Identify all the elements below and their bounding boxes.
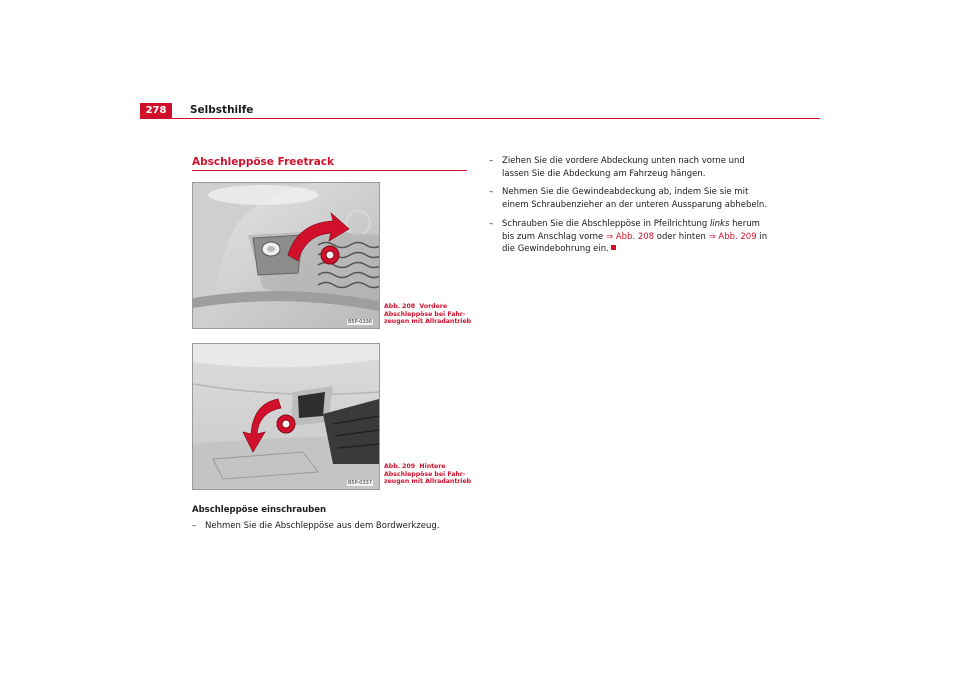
step-text: Ziehen Sie die vordere Abdeckung unten nach vorne und lassen Sie die Abdeckung am Fahrzeug hängen. — [502, 156, 745, 179]
step-text-part: Schrauben Sie die Abschleppöse in Pfeilrichtung — [502, 219, 710, 229]
step-dash: – — [192, 521, 197, 531]
caption-text: Vordere Abschleppöse bei Fahr-zeugen mit Allradantrieb — [384, 303, 472, 326]
running-title: Selbsthilfe — [190, 104, 254, 116]
page-header — [140, 103, 820, 119]
front-bumper-illustration — [193, 183, 379, 328]
caption-text: Hintere Abschleppöse bei Fahr-zeugen mit Allradantrieb — [384, 463, 472, 486]
step-text-part: in die Gewindebohrung ein. — [502, 231, 768, 254]
step-item — [489, 186, 769, 211]
figure-front-tow-eye — [192, 182, 380, 329]
subsection-heading: Abschleppöse einschrauben — [192, 505, 327, 515]
step-dash: – — [489, 219, 494, 229]
step-dash: – — [489, 156, 494, 166]
step-text: Nehmen Sie die Gewindeabdeckung ab, indem Sie sie mit einem Schraubenzieher an der unteren Aussparung abhebeln. — [502, 187, 768, 210]
figure-208-link[interactable]: ⇒ Abb. 208 — [605, 231, 655, 242]
step-emphasis: links — [709, 219, 730, 229]
caption-number: Abb. 209 — [384, 463, 416, 470]
step-text-part: herum bis zum Anschlag vorne — [502, 219, 760, 242]
figure-209-link[interactable]: ⇒ Abb. 209 — [708, 231, 757, 242]
step-item — [489, 218, 769, 256]
page-number: 278 — [140, 103, 172, 119]
caption-number: Abb. 208 — [384, 303, 416, 310]
rear-bumper-illustration — [193, 344, 379, 489]
step-text-part: oder hinten — [654, 231, 709, 242]
header-rule — [172, 118, 820, 119]
figure-caption — [384, 463, 474, 486]
section-end-mark — [611, 245, 616, 250]
figure-caption — [384, 303, 474, 326]
step-item — [489, 155, 769, 180]
figure-rear-tow-eye — [192, 343, 380, 490]
section-title: Abschleppöse Freetrack — [192, 156, 467, 171]
figure-code: B5P-0336 — [347, 319, 372, 325]
step-dash: – — [489, 187, 494, 197]
figure-code: B5P-0337 — [347, 480, 372, 486]
step-text — [489, 218, 769, 256]
step-item — [192, 520, 472, 533]
step-text: Nehmen Sie die Abschleppöse aus dem Bordwerkzeug. — [205, 521, 440, 531]
